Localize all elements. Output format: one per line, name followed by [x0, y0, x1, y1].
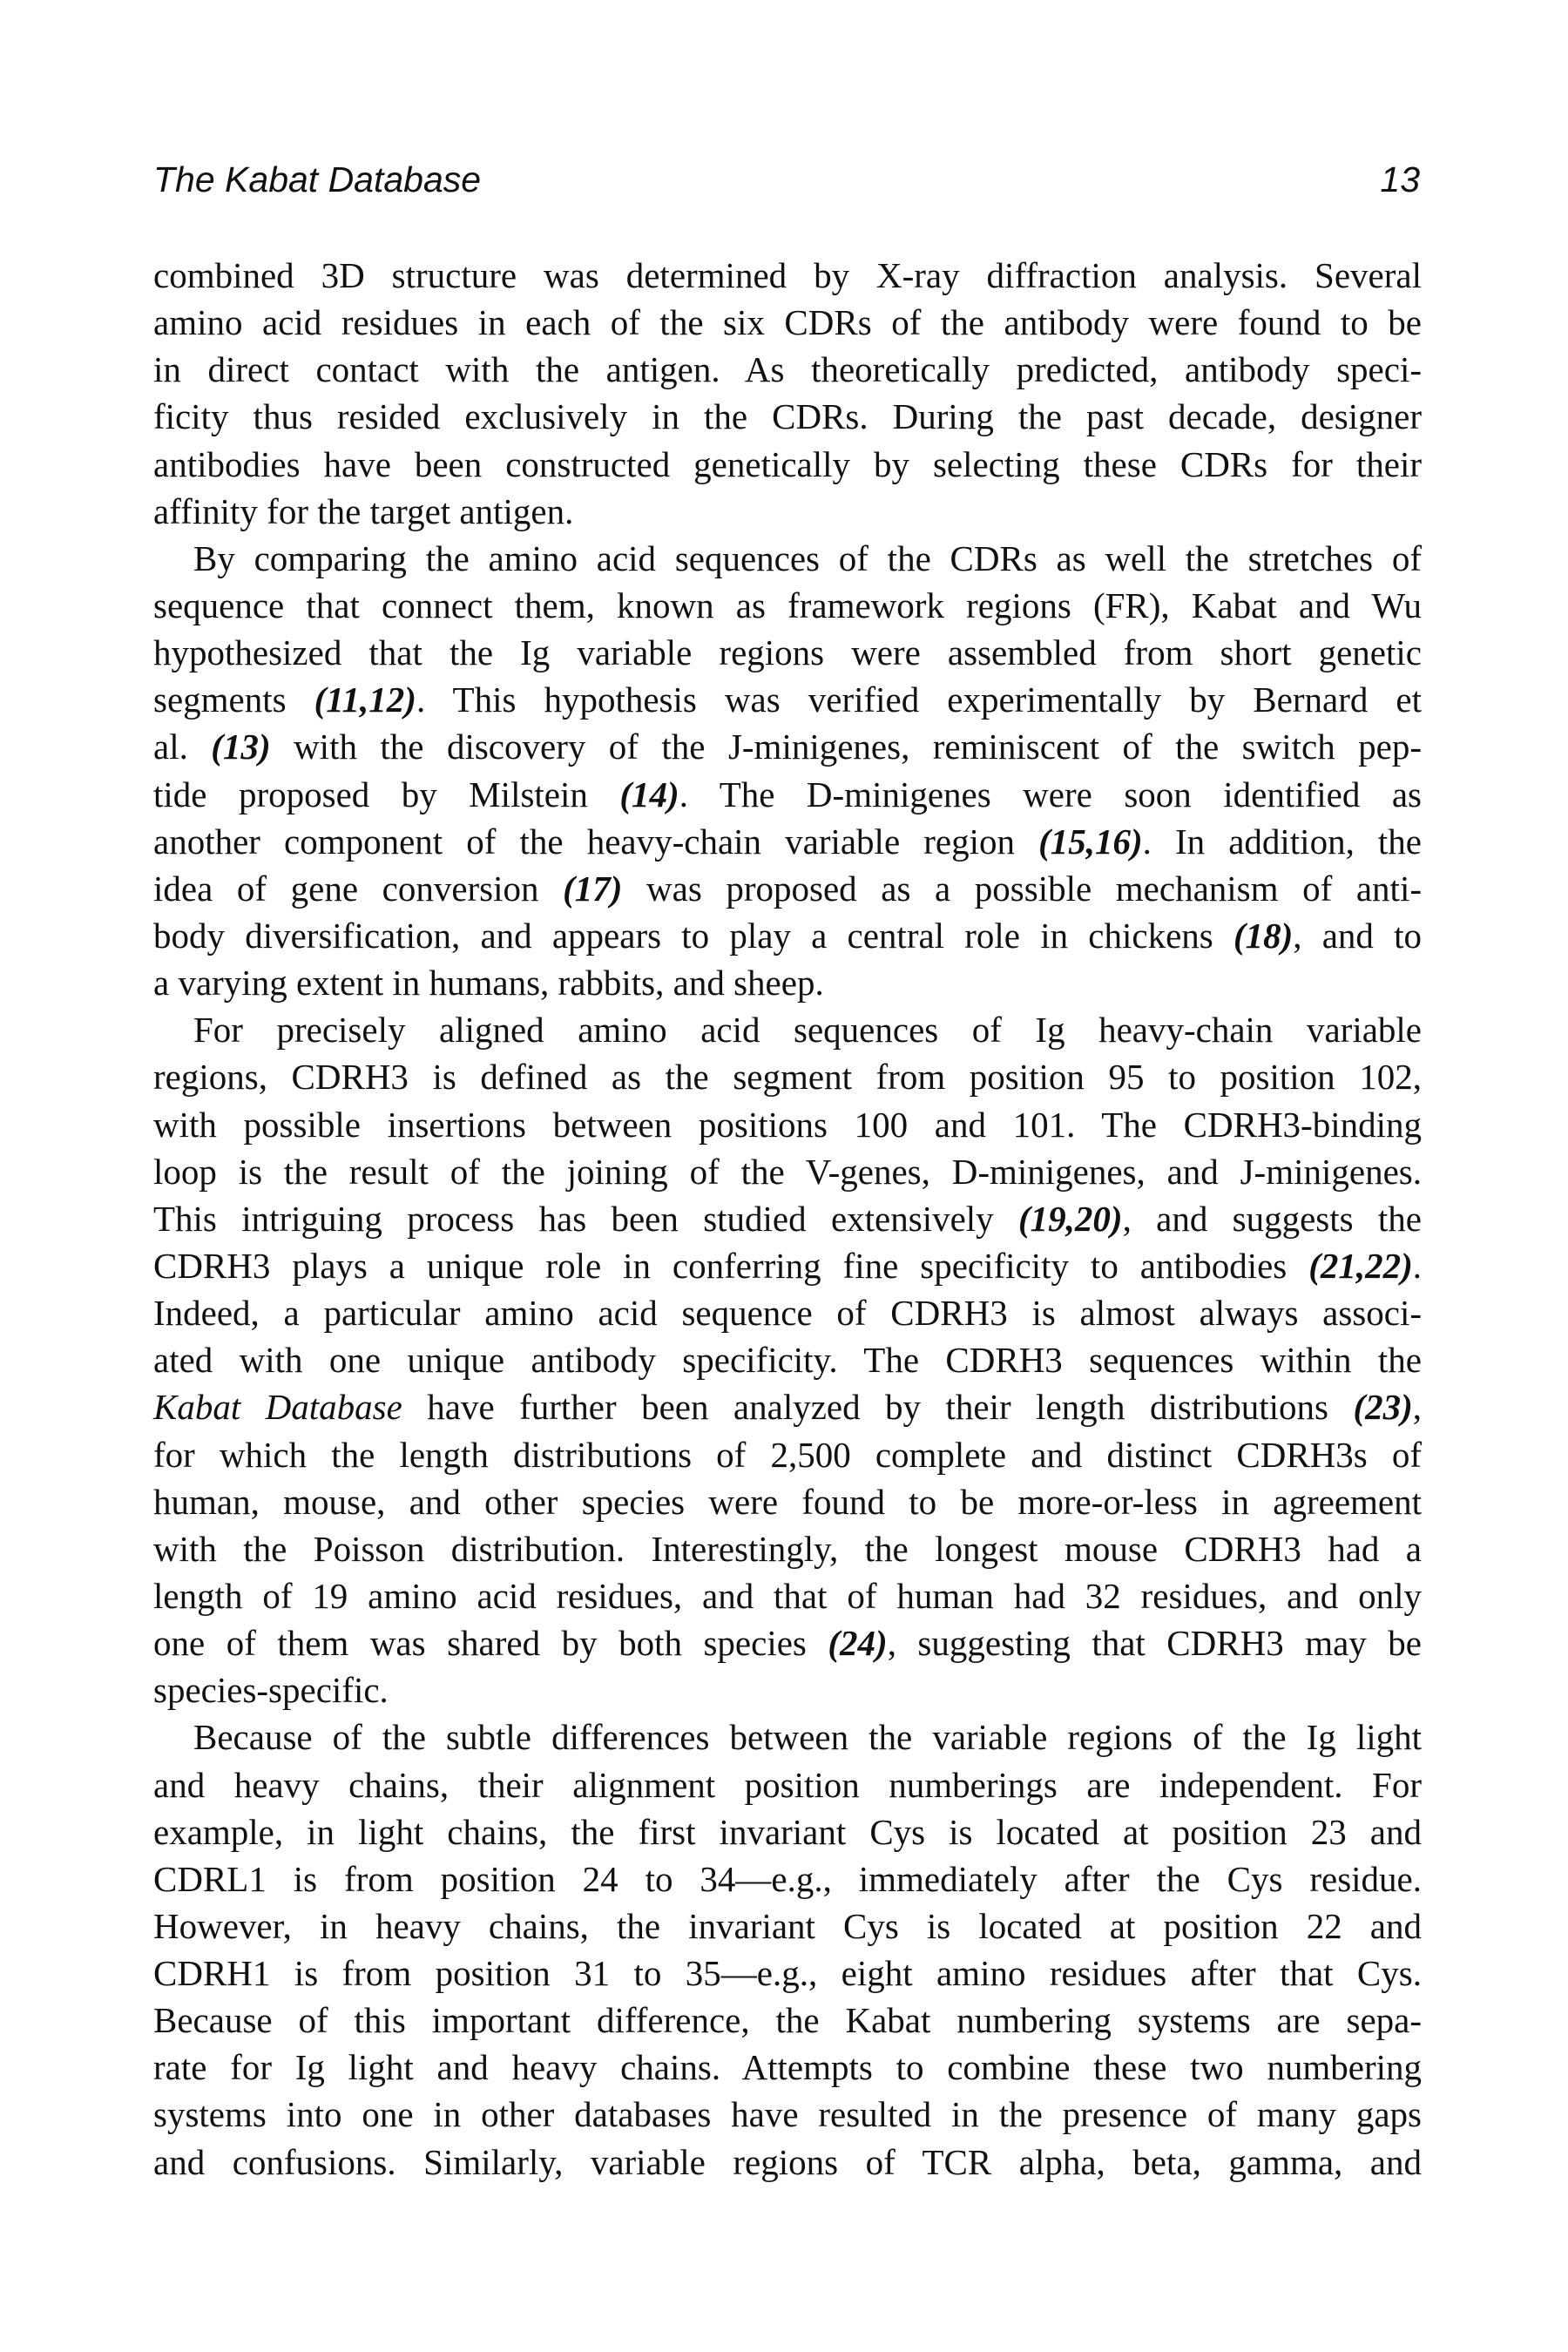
text-line — [153, 1053, 1422, 1100]
text-segment: loop is the result of the joining of the V-genes, D-minigenes, and J-minigenes. — [153, 1151, 1422, 1192]
text-line — [153, 441, 1422, 488]
paragraph — [153, 1713, 1422, 2185]
text-line — [153, 1148, 1422, 1195]
text-line — [153, 535, 1422, 582]
text-segment: sequence that connect them, known as framework regions (FR), Kabat and Wu — [153, 585, 1422, 625]
text-segment: tide proposed by Milstein — [153, 774, 620, 814]
text-line — [153, 1950, 1422, 1997]
text-segment: ficity thus resided exclusively in the CDRs. During the past decade, designer — [153, 396, 1422, 437]
text-line — [153, 2044, 1422, 2091]
text-segment: This intriguing process has been studied extensively — [153, 1198, 1018, 1239]
text-segment: was proposed as a possible mechanism of anti- — [622, 868, 1422, 909]
text-segment: rate for Ig light and heavy chains. Attempts to combine these two numbering — [153, 2047, 1422, 2088]
text-segment: regions, CDRH3 is defined as the segment from position 95 to position 102, — [153, 1057, 1422, 1098]
paragraph — [153, 535, 1422, 1006]
text-line — [153, 1101, 1422, 1148]
text-segment: one of them was shared by both species — [153, 1623, 828, 1664]
text-segment: length of 19 amino acid residues, and that of human had 32 residues, and only — [153, 1575, 1422, 1616]
body-text — [153, 252, 1422, 2186]
text-segment: in direct contact with the antigen. As theoretically predicted, antibody speci- — [153, 349, 1422, 390]
text-line — [153, 1431, 1422, 1478]
text-line — [153, 346, 1422, 393]
paragraph — [153, 1006, 1422, 1713]
text-segment: , suggesting that CDRH3 may be — [887, 1623, 1422, 1664]
text-line — [153, 912, 1422, 959]
citation-reference: (11,12) — [314, 679, 416, 720]
citation-reference: (18) — [1233, 915, 1294, 956]
text-line — [153, 1619, 1422, 1666]
text-segment: Indeed, a particular amino acid sequence of CDRH3 is almost always associ- — [153, 1293, 1422, 1334]
page-number: 13 — [1380, 159, 1420, 199]
text-line — [153, 582, 1422, 629]
text-segment: affinity for the target antigen. — [153, 490, 574, 531]
text-segment: with the Poisson distribution. Interestingly, the longest mouse CDRH3 had a — [153, 1528, 1422, 1569]
text-segment: another component of the heavy-chain variable region — [153, 821, 1039, 862]
text-line — [153, 1855, 1422, 1903]
text-segment: . This hypothesis was verified experimentally by Bernard et — [416, 679, 1423, 720]
text-line — [153, 1195, 1422, 1242]
italic-term: Kabat Database — [153, 1387, 402, 1428]
running-head — [153, 158, 1422, 201]
text-line — [153, 1289, 1422, 1336]
text-segment: and heavy chains, their alignment position numberings are independent. For — [153, 1764, 1422, 1805]
text-segment: Because of this important difference, the Kabat numbering systems are sepa- — [153, 2000, 1422, 2041]
citation-reference: (21,22) — [1308, 1245, 1413, 1286]
text-line — [153, 818, 1422, 865]
text-segment: antibodies have been constructed genetically by selecting these CDRs for their — [153, 443, 1422, 484]
text-line — [153, 2139, 1422, 2186]
text-line — [153, 1997, 1422, 2044]
text-line — [153, 252, 1422, 299]
text-segment: , and to — [1293, 915, 1422, 956]
text-line — [153, 771, 1422, 818]
text-segment: combined 3D structure was determined by X-ray diffraction analysis. Several — [153, 255, 1422, 295]
text-segment: . The D-minigenes were soon identified as — [679, 774, 1422, 814]
text-line — [153, 676, 1422, 723]
text-segment: , and suggests the — [1122, 1198, 1423, 1239]
paragraph — [153, 252, 1422, 535]
text-segment: idea of gene conversion — [153, 868, 564, 909]
text-segment: with the discovery of the J-minigenes, reminiscent of the switch pep- — [270, 727, 1422, 767]
text-line — [153, 1761, 1422, 1808]
text-line — [153, 629, 1422, 676]
text-segment: However, in heavy chains, the invariant Cys is located at position 22 and — [153, 1905, 1422, 1946]
text-segment: systems into one in other databases have resulted in the presence of many gaps — [153, 2094, 1422, 2135]
text-segment: CDRH3 plays a unique role in conferring fine specificity to antibodies — [153, 1245, 1309, 1286]
text-segment: body diversification, and appears to play a central role in chickens — [153, 915, 1233, 956]
running-head-title: The Kabat Database — [153, 159, 482, 199]
text-line — [153, 1572, 1422, 1619]
text-segment: hypothesized that the Ig variable regions were assembled from short genetic — [153, 632, 1422, 673]
citation-reference: (13) — [211, 727, 271, 767]
text-segment: segments — [153, 679, 314, 720]
text-line — [153, 959, 1422, 1006]
text-line — [153, 1808, 1422, 1855]
text-line — [153, 865, 1422, 912]
text-line — [153, 1006, 1422, 1053]
text-segment: example, in light chains, the first invariant Cys is located at position 23 and — [153, 1811, 1422, 1852]
citation-reference: (24) — [828, 1623, 888, 1664]
text-segment: ated with one unique antibody specificity. The CDRH3 sequences within the — [153, 1340, 1422, 1381]
text-line — [153, 488, 1422, 535]
text-segment: a varying extent in humans, rabbits, and sheep. — [153, 963, 824, 1004]
text-segment: . — [1412, 1245, 1422, 1286]
text-segment: amino acid residues in each of the six CDRs of the antibody were found to be — [153, 302, 1422, 343]
text-line — [153, 1525, 1422, 1572]
text-line — [153, 299, 1422, 346]
text-segment: and confusions. Similarly, variable regions of TCR alpha, beta, gamma, and — [153, 2141, 1422, 2182]
text-line — [153, 393, 1422, 440]
text-line — [153, 1336, 1422, 1383]
text-line — [153, 1242, 1422, 1289]
text-segment: have further been analyzed by their length distributions — [402, 1387, 1354, 1428]
text-segment: CDRH1 is from position 31 to 35—e.g., eight amino residues after that Cys. — [153, 1953, 1422, 1994]
text-segment: By comparing the amino acid sequences of the CDRs as well the stretches of — [193, 537, 1422, 578]
text-segment: al. — [153, 727, 212, 767]
text-segment: . In addition, the — [1142, 821, 1422, 862]
citation-reference: (23) — [1353, 1387, 1413, 1428]
citation-reference: (14) — [619, 774, 679, 814]
text-segment: for which the length distributions of 2,500 complete and distinct CDRH3s of — [153, 1434, 1422, 1475]
citation-reference: (15,16) — [1038, 821, 1143, 862]
text-segment: , — [1412, 1387, 1422, 1428]
text-line — [153, 723, 1422, 770]
text-segment: human, mouse, and other species were found to be more-or-less in agreement — [153, 1481, 1422, 1522]
text-line — [153, 1478, 1422, 1525]
text-line — [153, 1713, 1422, 1761]
citation-reference: (19,20) — [1018, 1198, 1123, 1239]
text-line — [153, 1666, 1422, 1713]
text-line — [153, 1903, 1422, 1950]
text-line — [153, 2091, 1422, 2138]
text-segment: Because of the subtle differences between the variable regions of the Ig light — [193, 1717, 1422, 1758]
text-segment: For precisely aligned amino acid sequences of Ig heavy-chain variable — [193, 1010, 1422, 1051]
text-segment: CDRL1 is from position 24 to 34—e.g., immediately after the Cys residue. — [153, 1858, 1422, 1899]
text-line — [153, 1383, 1422, 1430]
citation-reference: (17) — [563, 868, 623, 909]
text-segment: with possible insertions between positions 100 and 101. The CDRH3-binding — [153, 1104, 1422, 1145]
text-segment: species-specific. — [153, 1670, 389, 1711]
